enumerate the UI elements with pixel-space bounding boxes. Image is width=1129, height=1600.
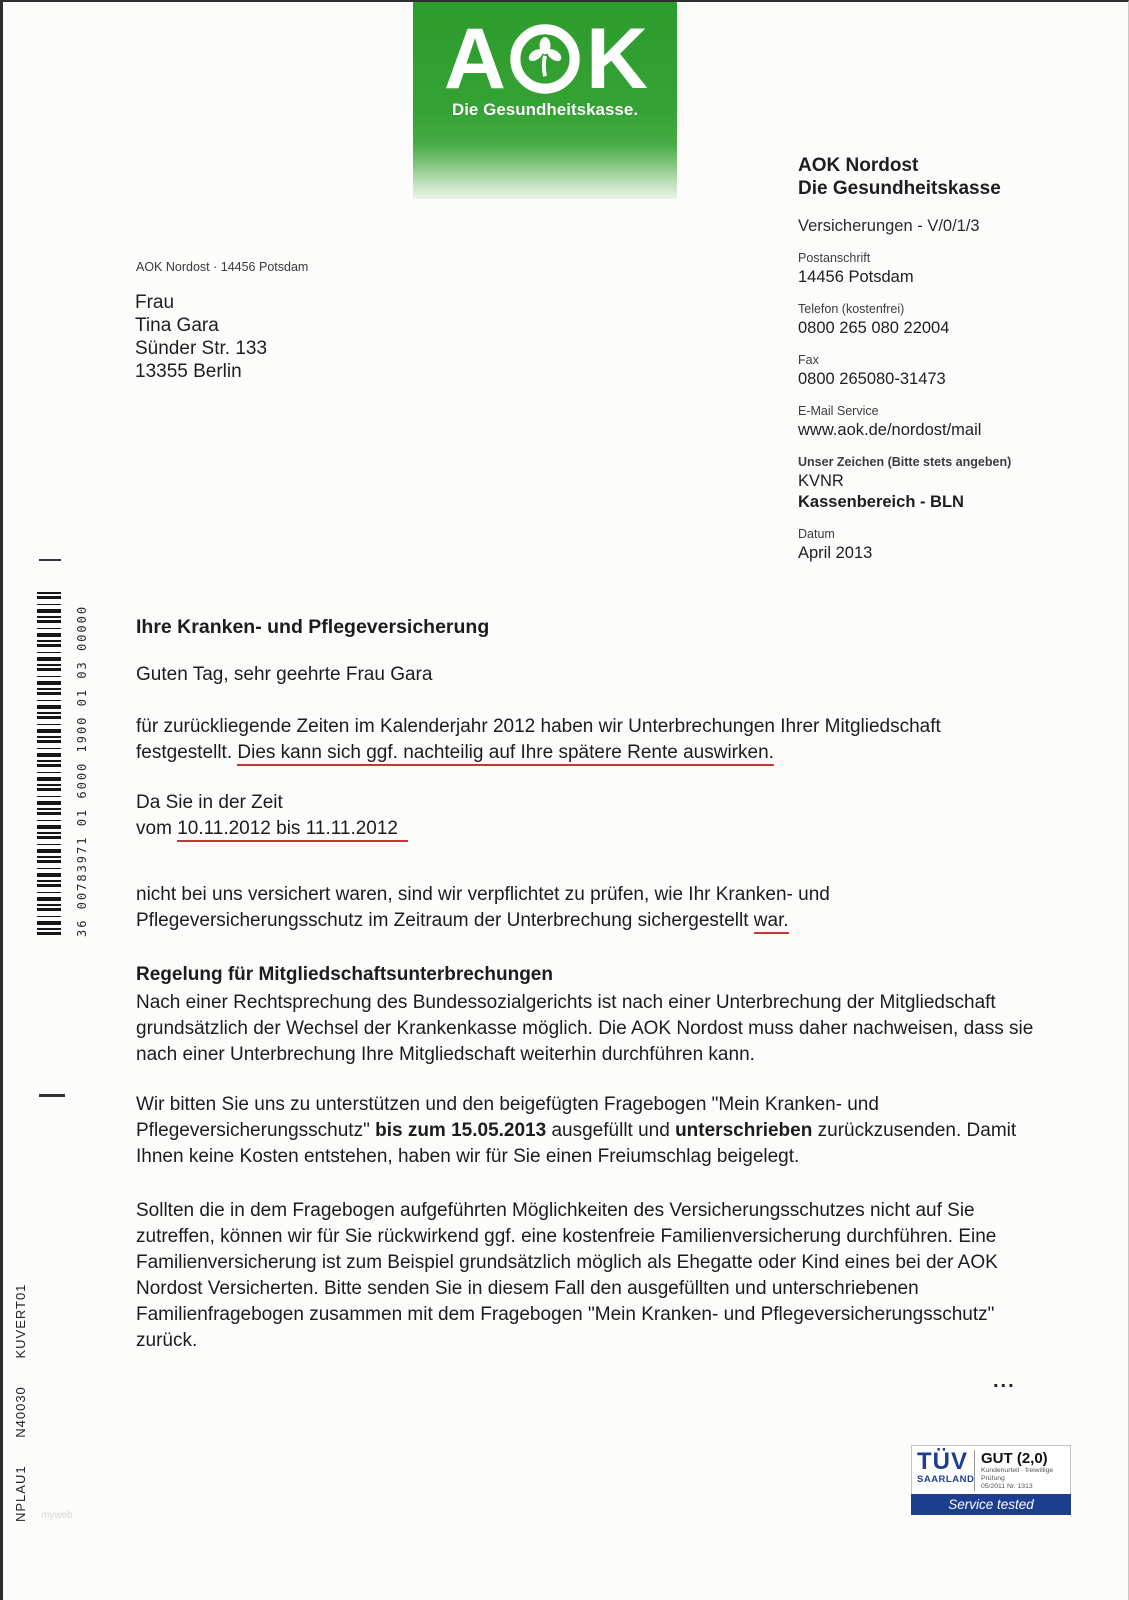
field-email-service	[798, 404, 1098, 440]
department-line: Versicherungen - V/0/1/3	[798, 217, 980, 235]
tuv-service-tested-badge	[911, 1445, 1071, 1515]
section-heading-regelung: Regelung für Mitgliedschaftsunterbrechungen	[136, 964, 553, 985]
paragraph-6: Sollten die in dem Fragebogen aufgeführten Möglichkeiten des Versicherungsschutzes nicht auf Sie zutreffen, können wir für Sie rückwirkend ggf. eine kostenfreie Familienversicherung durchführen. Eine Familienversicherung ist zum Beispiel grundsätzlich möglich als Ehegatte oder Kind eines bei der AOK Nordost Versicherten. Bitte senden Sie in diesem Fall den ausgefüllten und unterschriebenen Familienfragebogen zusammen mit dem Fragebogen "Mein Kranken- und Pflegeversicherungsschutz" zurück.	[136, 1200, 998, 1351]
field-unser-zeichen	[798, 455, 1098, 512]
paragraph-1-underlined-text: Dies kann sich ggf. nachteilig auf Ihre spätere Rente auswirken.	[237, 742, 774, 766]
interruption-dates-underlined: 10.11.2012 bis 11.11.2012	[177, 818, 408, 842]
paragraph-2-line1: Da Sie in der Zeit	[136, 792, 283, 813]
paragraph-2	[136, 790, 1038, 842]
paragraph-5-text-1: Wir bitten Sie uns zu unterstützen und den beigefügten Fragebogen "Mein Kranken- und Pflegeversicherungsschutz"	[136, 1094, 879, 1141]
tuv-badge-top	[911, 1445, 1071, 1494]
aok-logo-letters	[413, 2, 677, 107]
paragraph-1-text: für zurückliegende Zeiten im Kalenderjahr 2012 haben wir Unterbrechungen Ihrer Mitgliedschaft festgestellt.	[136, 716, 941, 763]
field-label: Datum	[798, 527, 835, 541]
print-control-codes: NPLAU1 N40030 KUVERT01	[13, 1283, 28, 1522]
paragraph-3-text: nicht bei uns versichert waren, sind wir verpflichtet zu prüfen, wie Ihr Kranken- und Pflegeversicherungsschutz im Zeitraum der Unterbrechung sichergestellt	[136, 884, 830, 931]
paragraph-5-text-3: zurückzusenden. Damit Ihnen keine Kosten entstehen, haben wir für Sie einen Freiumschlag beigelegt.	[136, 1120, 1017, 1167]
field-value: 0800 265080-31473	[798, 370, 946, 388]
tuv-small-text-1: Kundenurteil · freiwillige Prüfung	[981, 1467, 1054, 1482]
unterschrieben-bold: unterschrieben	[675, 1120, 813, 1141]
fold-mark-top	[39, 559, 61, 561]
paragraph-3-underlined-text: war.	[754, 910, 789, 934]
salutation: Guten Tag, sehr geehrte Frau Gara	[136, 664, 433, 685]
field-value: 0800 265 080 22004	[798, 319, 950, 337]
barcode-number: 36 00783971 01 6000 1900 01 03 00000	[75, 604, 89, 937]
field-postanschrift	[798, 251, 1098, 287]
company-name-line1: AOK Nordost	[798, 155, 919, 176]
field-fax	[798, 353, 1098, 389]
paragraph-5-text-2: ausgefüllt und	[546, 1120, 676, 1141]
tuv-region-text: SAARLAND	[917, 1474, 975, 1485]
recipient-name: Tina Gara	[135, 315, 219, 336]
scan-watermark: myweb	[41, 1510, 73, 1521]
paragraph-4: Nach einer Rechtsprechung des Bundessozialgerichts ist nach einer Unterbrechung der Mitgliedschaft grundsätzlich der Wechsel der Krankenkasse möglich. Die AOK Nordost muss daher nachweisen, dass sie nach einer Unterbrechung Ihre Mitgliedschaft weiterhin durchführen kann.	[136, 992, 1034, 1065]
tuv-grade-block	[975, 1450, 1065, 1491]
field-label: Unser Zeichen (Bitte stets angeben)	[798, 455, 1012, 469]
deadline-date-bold: bis zum 15.05.2013	[375, 1120, 547, 1141]
field-datum	[798, 527, 1098, 563]
reference-kvnr: KVNR	[798, 472, 844, 490]
aok-logo	[413, 2, 677, 199]
postal-barcode	[37, 592, 61, 937]
field-label: Telefon (kostenfrei)	[798, 302, 905, 316]
letter-body	[136, 614, 1038, 1378]
tuv-grade-text: GUT (2,0)	[981, 1450, 1048, 1467]
paragraph-2-prefix: vom	[136, 818, 178, 839]
field-label: E-Mail Service	[798, 404, 879, 418]
company-name-line2: Die Gesundheitskasse	[798, 178, 1001, 199]
sender-return-address: AOK Nordost · 14456 Potsdam	[136, 260, 309, 274]
field-label: Postanschrift	[798, 251, 871, 265]
tuv-logo	[917, 1450, 975, 1491]
paragraph-1	[136, 714, 1038, 766]
date-value: April 2013	[798, 544, 873, 562]
aok-logo-letter-k: K	[586, 11, 647, 107]
tuv-brand-text: TÜV	[917, 1448, 968, 1475]
aok-logo-letter-a: A	[443, 11, 504, 107]
fold-mark-bottom	[39, 1094, 65, 1097]
aok-logo-clover-o-icon	[506, 20, 584, 98]
reference-kassenbereich: Kassenbereich - BLN	[798, 493, 964, 511]
aok-logo-tagline: Die Gesundheitskasse.	[451, 100, 639, 119]
paragraph-2-line2	[136, 816, 1038, 842]
letterhead-info-column	[798, 154, 1098, 563]
letter-subject: Ihre Kranken- und Pflegeversicherung	[136, 616, 490, 638]
recipient-street: Sünder Str. 133	[135, 338, 268, 359]
field-value: 14456 Potsdam	[798, 268, 914, 286]
recipient-city: 13355 Berlin	[135, 361, 242, 382]
recipient-salutation: Frau	[135, 292, 175, 313]
paragraph-3	[136, 882, 1038, 934]
recipient-address-block	[135, 291, 267, 383]
field-label: Fax	[798, 353, 819, 367]
paragraph-5	[136, 1092, 1038, 1170]
continuation-dots: ...	[993, 1370, 1016, 1392]
tuv-small-text-2: 05/2011 Nr. 1313	[981, 1483, 1033, 1490]
field-telefon	[798, 302, 1098, 338]
tuv-service-tested-banner: Service tested	[911, 1494, 1071, 1515]
email-service-url: www.aok.de/nordost/mail	[798, 421, 982, 439]
